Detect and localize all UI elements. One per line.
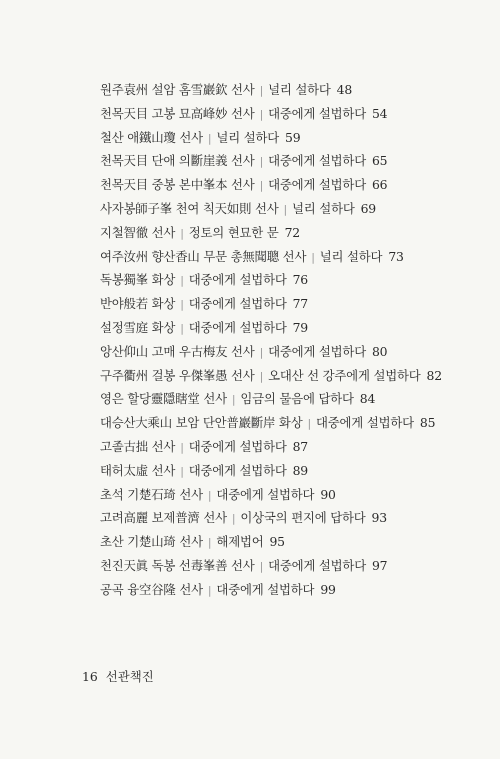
entry-description: 해제법어 [216, 534, 264, 550]
entry-description: 임금의 물음에 답하다 [240, 391, 354, 407]
entry-description: 대중에게 설법하다 [268, 343, 366, 359]
separator: | [307, 417, 311, 431]
toc-entry[interactable] [100, 530, 490, 554]
entry-title: 설정雪庭 화상 [100, 319, 176, 335]
entry-description: 대중에게 설법하다 [216, 581, 315, 597]
entry-description: 대중에게 설법하다 [188, 296, 287, 312]
entry-title: 반야般若 화상 [100, 296, 176, 312]
entry-page-number: 84 [359, 391, 376, 407]
entry-page-number: 85 [419, 415, 436, 431]
entry-title: 천목天目 고봉 묘高峰妙 선사 [100, 105, 255, 121]
toc-entry[interactable] [100, 506, 490, 530]
toc-entry[interactable] [100, 364, 490, 388]
entry-page-number: 66 [371, 177, 388, 193]
toc-entry[interactable] [100, 197, 490, 221]
toc-entry[interactable] [100, 340, 490, 364]
entry-title: 철산 애鐵山瓊 선사 [100, 129, 203, 145]
toc-entry[interactable] [100, 102, 490, 126]
toc-entry[interactable] [100, 554, 490, 578]
toc-entry[interactable] [100, 292, 490, 316]
separator: | [259, 559, 264, 573]
entry-description: 대중에게 설법하다 [316, 415, 414, 431]
entry-page-number: 82 [426, 367, 442, 383]
entry-description: 대중에게 설법하다 [268, 153, 366, 169]
separator: | [207, 488, 212, 502]
entry-page-number: 80 [371, 343, 388, 359]
entry-title: 대승산大乘山 보암 단안普巖斷岸 화상 [100, 415, 303, 431]
separator: | [180, 298, 184, 312]
toc-entry[interactable] [100, 149, 490, 173]
entry-description: 대중에게 설법하다 [268, 105, 366, 121]
page-number: 16 [82, 669, 98, 684]
entry-description: 대중에게 설법하다 [188, 319, 287, 335]
entry-description: 대중에게 설법하다 [188, 462, 287, 478]
separator: | [180, 321, 184, 335]
entry-title: 앙산仰山 고매 우古梅友 선사 [100, 343, 255, 359]
entry-page-number: 95 [269, 534, 285, 550]
entry-title: 초석 기楚石琦 선사 [100, 486, 203, 502]
entry-title: 천목天目 중봉 본中峯本 선사 [100, 177, 255, 193]
toc-entry[interactable] [100, 268, 490, 292]
entry-title: 고려高麗 보제普濟 선사 [100, 510, 227, 526]
separator: | [180, 274, 184, 288]
entry-description: 대중에게 설법하다 [268, 557, 366, 573]
entry-description: 이상국의 편지에 답하다 [240, 510, 366, 526]
entry-page-number: 59 [285, 129, 301, 145]
toc-entry[interactable] [100, 78, 490, 102]
entry-page-number: 73 [388, 248, 404, 264]
separator: | [283, 202, 288, 216]
separator: | [311, 250, 315, 264]
entry-description: 대중에게 설법하다 [216, 486, 315, 502]
separator: | [259, 155, 264, 169]
separator: | [259, 179, 264, 193]
entry-page-number: 87 [292, 438, 308, 454]
entry-description: 대중에게 설법하다 [188, 438, 287, 454]
entry-page-number: 69 [360, 200, 376, 216]
toc-entry[interactable] [100, 483, 490, 507]
toc-entry[interactable] [100, 411, 490, 435]
entry-page-number: 99 [320, 581, 336, 597]
entry-description: 널리 설하다 [268, 82, 331, 97]
entry-title: 사자봉師子峯 천여 칙天如則 선사 [100, 200, 279, 216]
separator: | [259, 107, 264, 121]
entry-title: 천진天眞 독봉 선毒峯善 선사 [100, 557, 255, 573]
entry-title: 천목天目 단애 의斷崖義 선사 [100, 153, 255, 169]
separator: | [259, 84, 264, 97]
separator: | [207, 536, 212, 550]
entry-page-number: 54 [371, 105, 388, 121]
entry-page-number: 93 [371, 510, 387, 526]
entry-page-number: 76 [292, 272, 308, 288]
page-footer [82, 667, 154, 685]
entry-title: 지철智徹 선사 [100, 224, 176, 240]
entry-title: 구주衢州 걸봉 우傑峯愚 선사 [100, 367, 255, 383]
entry-description: 정토의 현묘한 문 [188, 224, 279, 240]
separator: | [180, 440, 184, 454]
separator: | [180, 226, 184, 240]
entry-title: 영은 할당靈隱瞎堂 선사 [100, 391, 227, 407]
entry-description: 널리 설하다 [319, 248, 383, 264]
entry-title: 초산 기楚山琦 선사 [100, 534, 203, 550]
toc-entry[interactable] [100, 578, 490, 602]
entry-title: 태허太虛 선사 [100, 462, 176, 478]
separator: | [207, 131, 212, 145]
entry-page-number: 72 [284, 224, 300, 240]
separator: | [259, 369, 264, 383]
book-title: 선관책진 [105, 669, 154, 684]
entry-page-number: 97 [371, 557, 388, 573]
entry-title: 여주汝州 향산香山 무문 총無聞聰 선사 [100, 248, 307, 264]
toc-entry[interactable] [100, 245, 490, 269]
entry-title: 공곡 융空谷隆 선사 [100, 581, 203, 597]
separator: | [231, 393, 236, 407]
entry-title: 원주袁州 설암 홈雪巖欽 선사 [100, 82, 255, 97]
entry-page-number: 79 [292, 319, 308, 335]
toc-entry[interactable] [100, 459, 490, 483]
toc-entry[interactable] [100, 221, 490, 245]
toc-entry[interactable] [100, 126, 490, 150]
entry-description: 널리 설하다 [216, 129, 280, 145]
entry-description: 대중에게 설법하다 [268, 177, 366, 193]
toc-entry[interactable] [100, 173, 490, 197]
entry-page-number: 65 [371, 153, 388, 169]
separator: | [180, 464, 184, 478]
entry-title: 고졸古拙 선사 [100, 438, 176, 454]
separator: | [259, 345, 264, 359]
toc-entry[interactable] [100, 316, 490, 340]
entry-page-number: 90 [320, 486, 336, 502]
toc-entry[interactable] [100, 435, 490, 459]
entry-description: 대중에게 설법하다 [188, 272, 287, 288]
separator: | [207, 583, 212, 597]
entry-page-number: 89 [292, 462, 308, 478]
table-of-contents [100, 78, 490, 602]
entry-description: 오대산 선 강주에게 설법하다 [268, 367, 421, 383]
entry-page-number: 48 [336, 82, 353, 97]
separator: | [231, 512, 236, 526]
entry-description: 널리 설하다 [292, 200, 355, 216]
entry-title: 독봉獨峯 화상 [100, 272, 176, 288]
toc-entry[interactable] [100, 387, 490, 411]
entry-page-number: 77 [292, 296, 308, 312]
